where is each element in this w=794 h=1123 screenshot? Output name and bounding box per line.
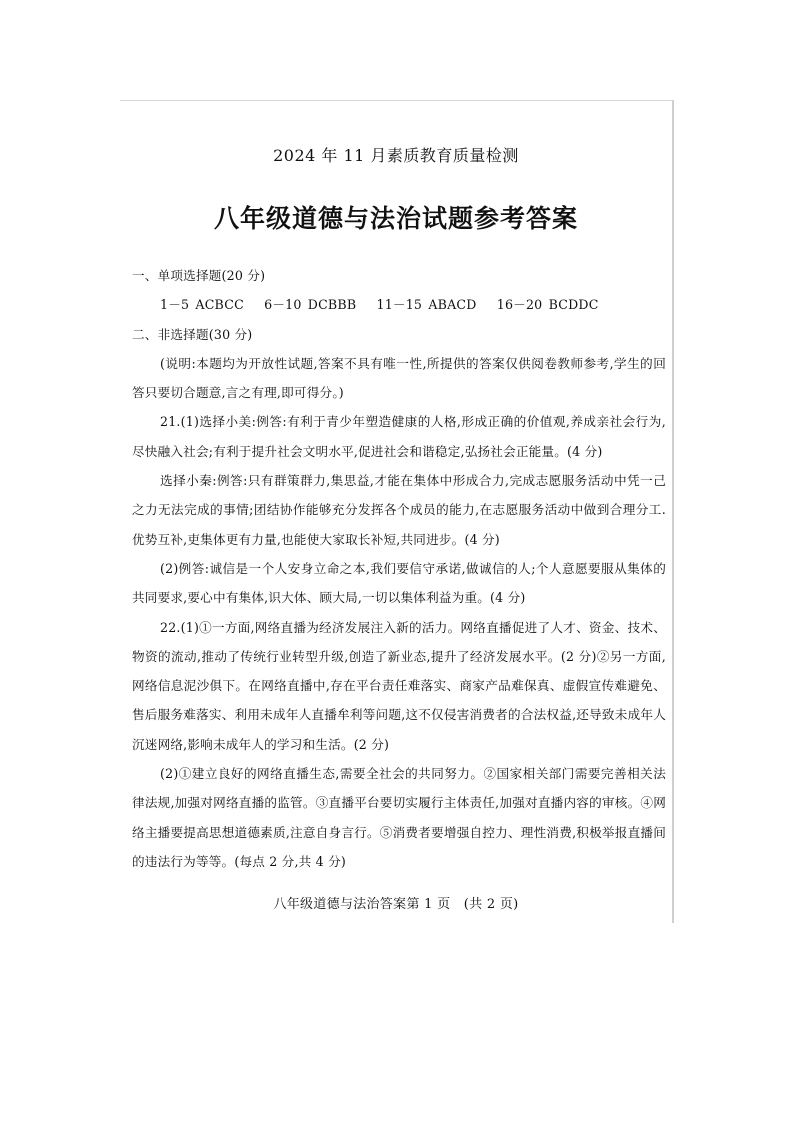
page-title: 八年级道德与法治试题参考答案 bbox=[213, 204, 578, 233]
page-footer: 八年级道德与法治答案第 1 页 (共 2 页) bbox=[273, 897, 519, 912]
section2-heading: 二、非选择题(30 分) bbox=[132, 326, 253, 342]
exam-subtitle: 2024 年 11 月素质教育质量检测 bbox=[273, 146, 519, 165]
answer-content bbox=[132, 261, 666, 876]
question-21-part1-option-a: 21.(1)选择小美:例答:有利于青少年塑造健康的人格,形成正确的价值观,养成亲社会行为,尽快融入社会;有利于提升社会文明水平,促进社会和谐稳定,弘扬社会正能量。(4 分) bbox=[132, 414, 666, 459]
answer-group: 16－20 BCDDC bbox=[496, 297, 599, 313]
multiple-choice-answers bbox=[132, 290, 666, 319]
grading-note: (说明:本题均为开放性试题,答案不具有唯一性,所提供的答案仅供阅卷教师参考,学生的回答只要切合题意,言之有理,即可得分。) bbox=[132, 355, 666, 401]
answer-group: 6－10 DCBBB bbox=[264, 297, 357, 313]
answer-group: 11－15 ABACD bbox=[376, 297, 477, 313]
question-21-part2: (2)例答:诚信是一个人安身立命之本,我们要信守承诺,做诚信的人;个人意愿要服从集体的共同要求,要心中有集体,识大体、顾大局,一切以集体利益为重。(4 分) bbox=[132, 560, 666, 606]
question-22-part1: 22.(1)①一方面,网络直播为经济发展注入新的活力。网络直播促进了人才、资金、技术、物资的流动,推动了传统行业转型升级,创造了新业态,提升了经济发展水平。(2 分)②另一方面,网络信息泥沙俱下。在网络直播中,存在平台责任难落实、商家产品难保真、虚假宣传难避免、售后服务难落实、利用未成年人直播牟利等问题,这不仅侵害消费者的合法权益,还导致未成年人沉迷网络,影响未成年人的学习和生活。(2 分) bbox=[132, 619, 666, 752]
question-21-part1-option-b: 选择小秦:例答:只有群策群力,集思益,才能在集体中形成合力,完成志愿服务活动中凭一己之力无法完成的事情;团结协作能够充分发挥各个成员的能力,在志愿服务活动中做到合理分工.优势互补,吏集体更有力量,也能使大家取长补短,共同进步。(4 分) bbox=[132, 473, 666, 547]
question-22-part2: (2)①建立良好的网络直播生态,需要全社会的共同努力。②国家相关部门需要完善相关法律法规,加强对网络直播的监管。③直播平台要切实履行主体责任,加强对直播内容的审核。④网络主播要提高思想道德素质,注意自身言行。⑤消费者要增强自控力、理性消费,积极举报直播间的违法行为等等。(每点 2 分,共 4 分) bbox=[132, 766, 666, 869]
section1-heading: 一、单项选择题(20 分) bbox=[132, 268, 266, 283]
answer-group: 1－5 ACBCC bbox=[160, 297, 244, 313]
answer-sheet-page bbox=[120, 100, 674, 923]
